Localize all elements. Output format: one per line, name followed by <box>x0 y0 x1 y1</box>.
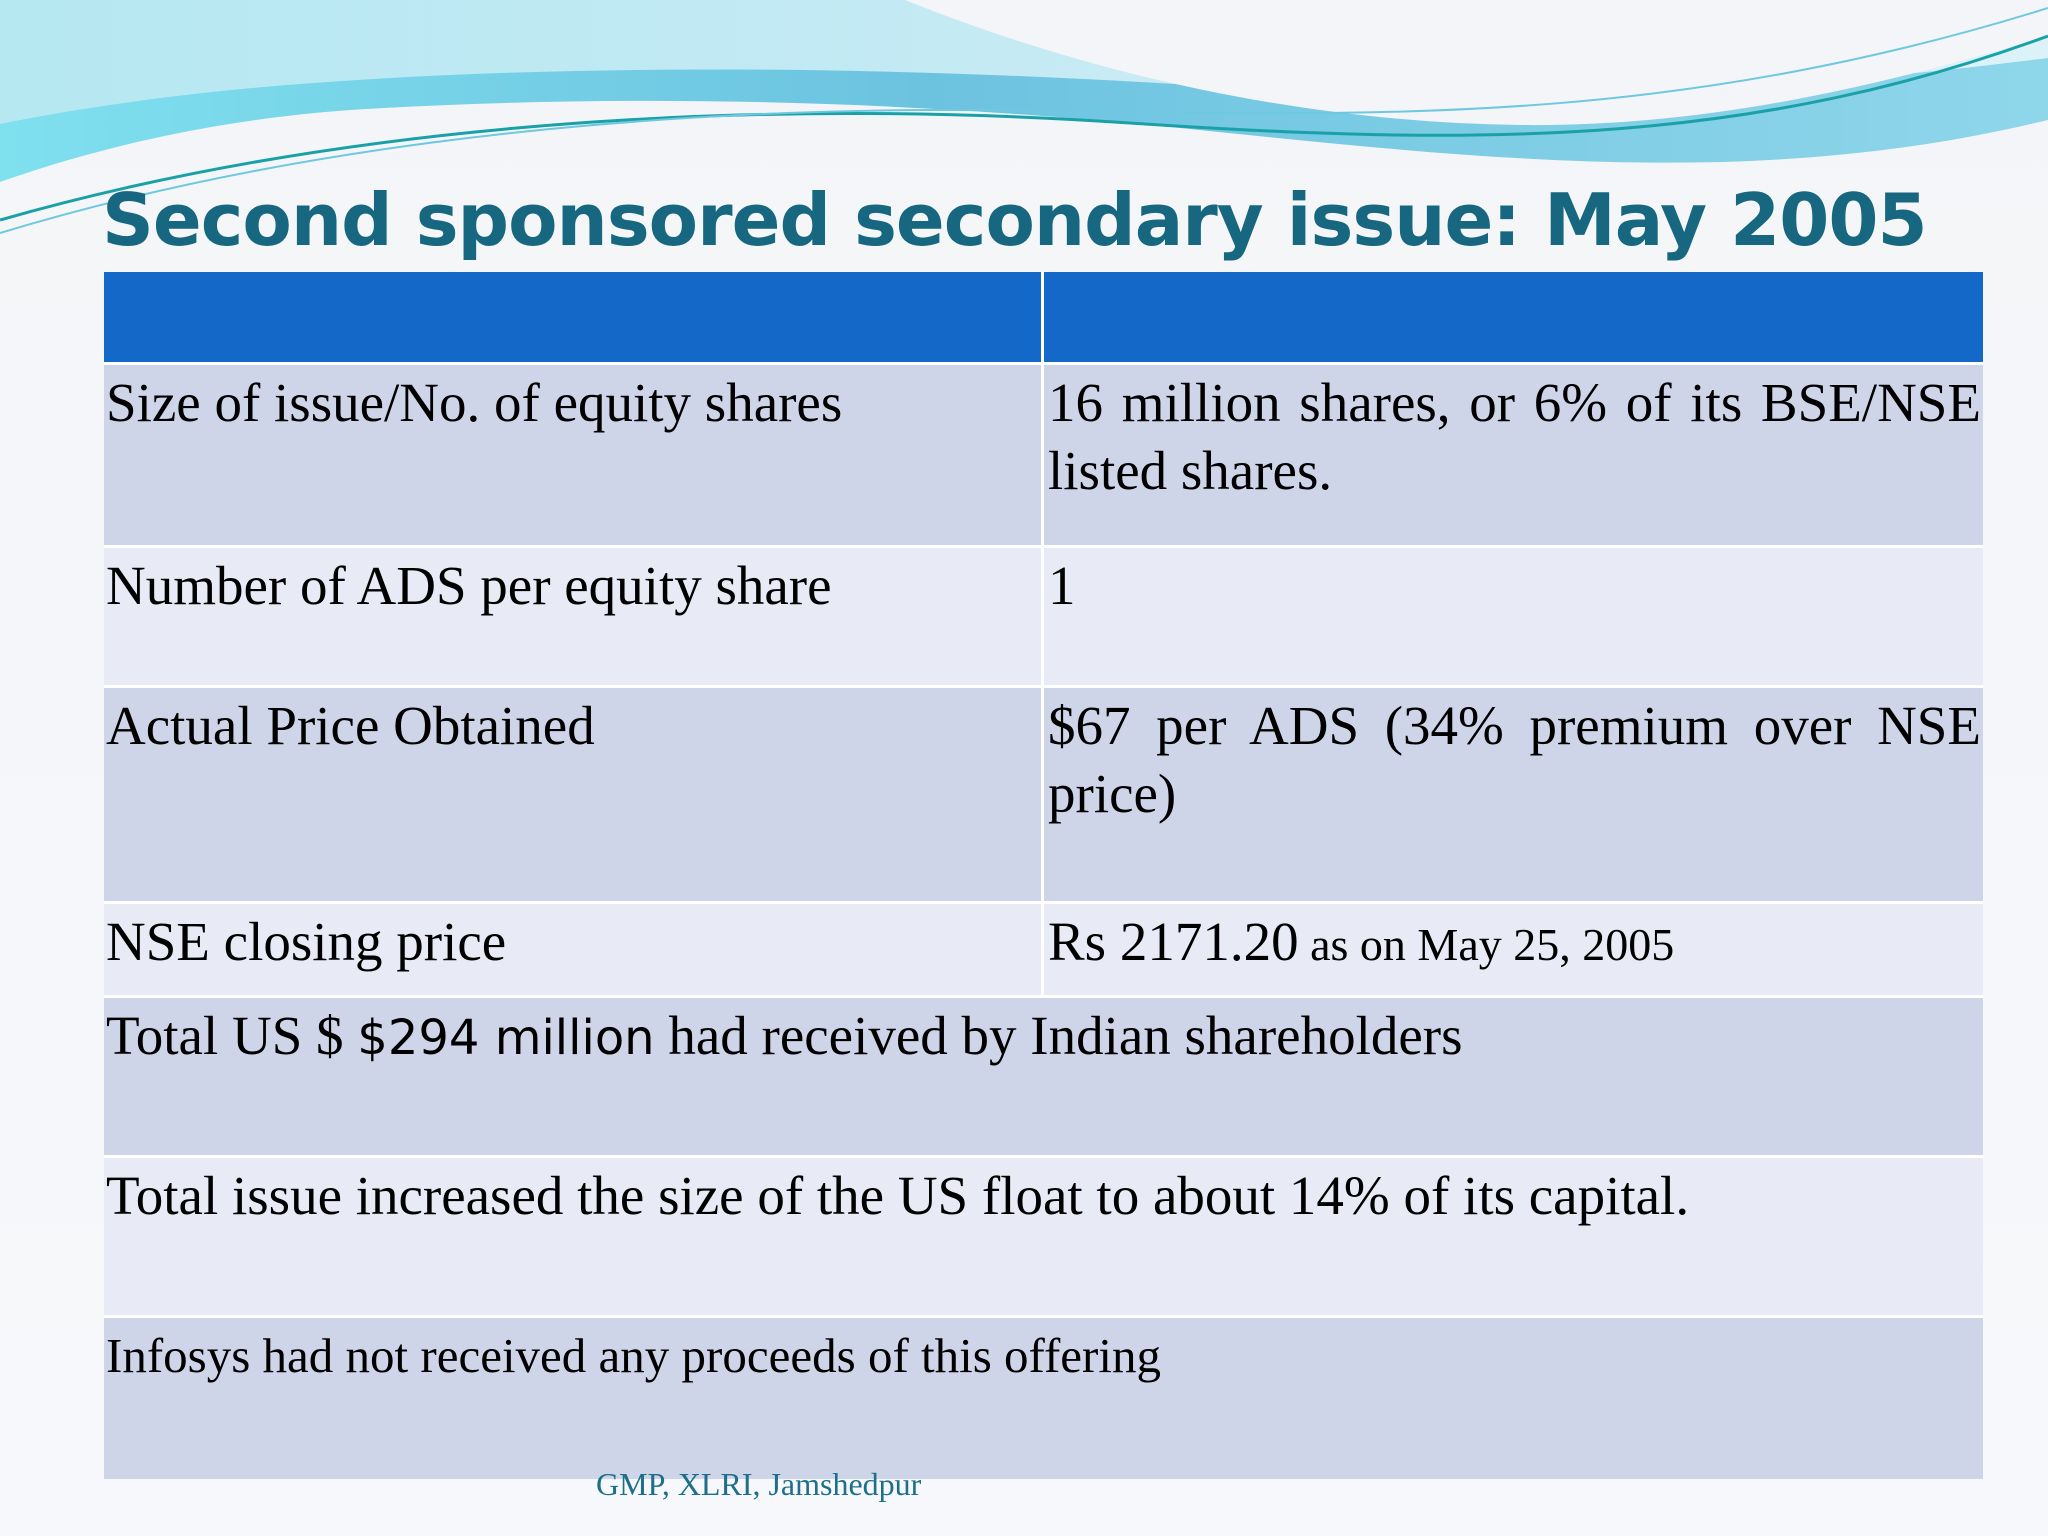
row-value-suffix: as on May 25, 2005 <box>1298 919 1675 970</box>
table-row <box>104 901 1983 995</box>
table-row <box>104 545 1983 685</box>
row-value <box>1041 904 1983 995</box>
table-row <box>104 1315 1983 1479</box>
row-label: NSE closing price <box>106 911 507 972</box>
full-row-text <box>104 998 1983 1155</box>
row-value-main: Rs 2171.20 <box>1048 911 1299 972</box>
table-row <box>104 685 1983 901</box>
page-title: Second sponsored secondary issue: May 2005 <box>102 178 1927 262</box>
full-row-highlight: $294 million <box>357 1010 655 1066</box>
full-row-text: Total issue increased the size of the US float to about 14% of its capital. <box>106 1165 1690 1226</box>
table-row <box>104 362 1983 545</box>
table-row <box>104 995 1983 1155</box>
full-row-text: Infosys had not received any proceeds of this offering <box>106 1328 1161 1383</box>
full-row-suffix: had received by Indian shareholders <box>654 1005 1463 1066</box>
footer-text: GMP, XLRI, Jamshedpur <box>596 1466 922 1502</box>
row-label: Size of issue/No. of equity shares <box>106 372 843 433</box>
row-value: $67 per ADS (34% premium over NSE price) <box>1041 688 1983 901</box>
row-label: Actual Price Obtained <box>106 695 595 756</box>
table-header-cell <box>104 272 1041 362</box>
row-label: Number of ADS per equity share <box>106 555 832 616</box>
table-header-cell <box>1041 272 1983 362</box>
data-table <box>104 272 1983 1479</box>
table-row <box>104 1155 1983 1315</box>
row-value: 1 <box>1041 548 1983 685</box>
table-header-row <box>104 272 1983 362</box>
row-value: 16 million shares, or 6% of its BSE/NSE listed shares. <box>1041 365 1983 545</box>
full-row-prefix: Total US $ <box>106 1005 358 1066</box>
